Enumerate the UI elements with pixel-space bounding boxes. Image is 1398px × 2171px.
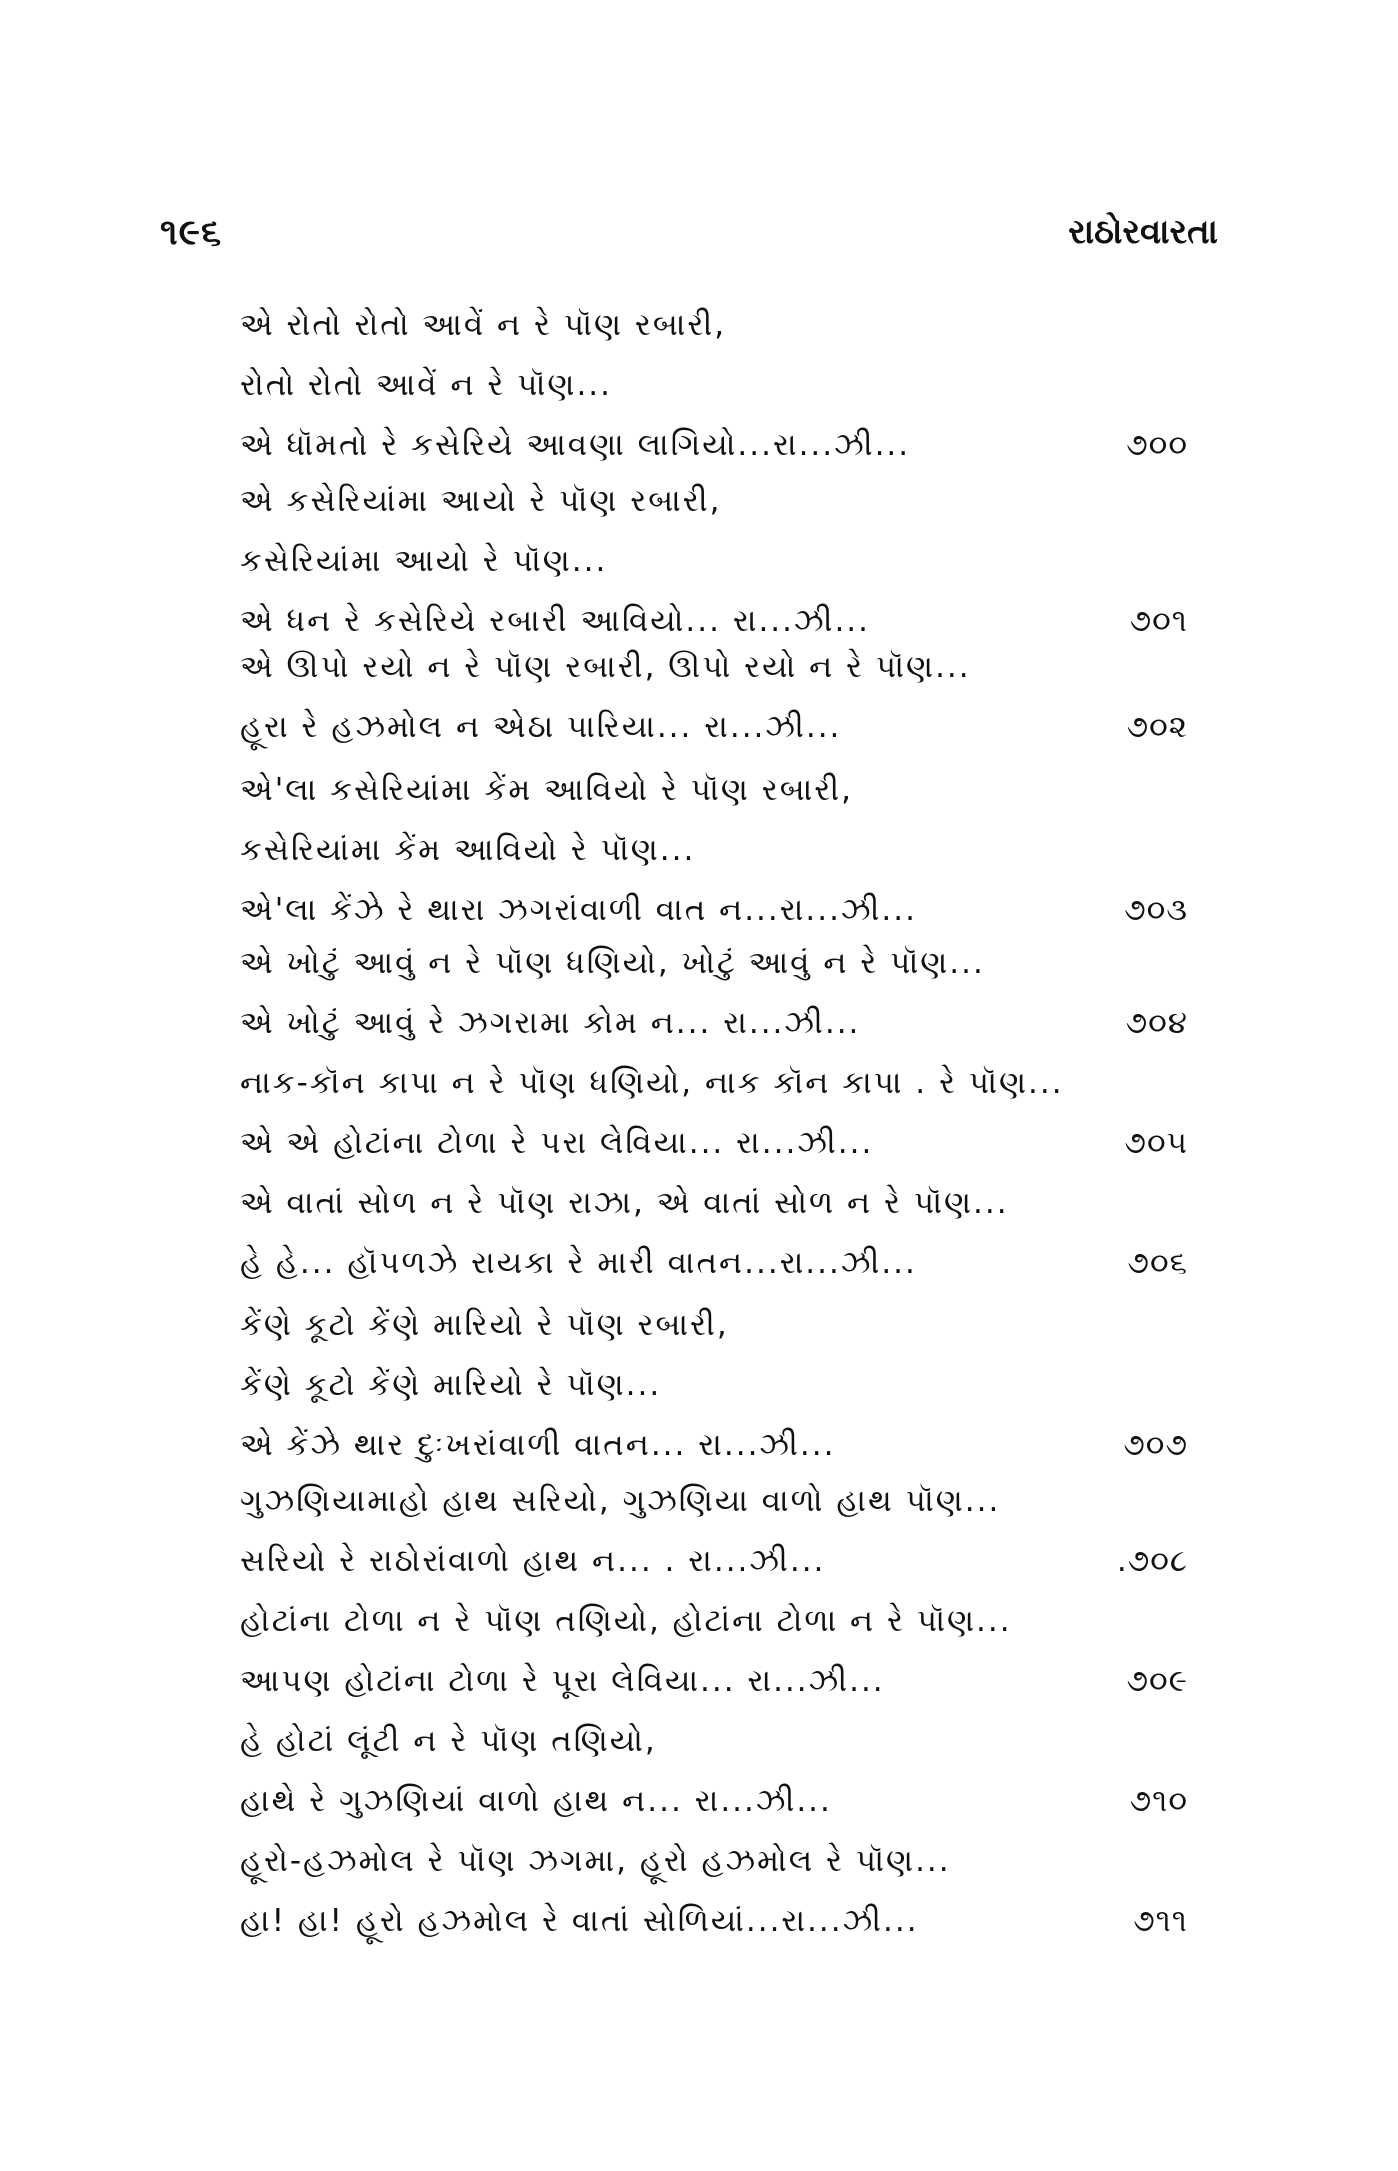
verse-line xyxy=(240,1295,1188,1355)
verse-line xyxy=(240,1651,1188,1711)
verse-line xyxy=(240,1591,1188,1651)
verse-line-text: એ ખોટું આવું ન રે પૉણ ધણિયો, ખોટું આવું ન રે પૉણ... xyxy=(240,945,985,981)
verse-line xyxy=(240,880,1188,940)
verse-line-text: નાક-કૉન કાપા ન રે પૉણ ધણિયો, નાક કૉન કાપા . રે પૉણ... xyxy=(240,1065,1064,1101)
stanza xyxy=(240,1173,1188,1293)
verse-line xyxy=(240,1233,1188,1293)
verse-line xyxy=(240,993,1188,1053)
verse-line xyxy=(240,637,1188,697)
running-title: રાઠોરવારતા xyxy=(1068,212,1218,252)
verse-number: ૭૧૧ xyxy=(1133,1903,1188,1939)
verse-line-text: એ'લા કેંઝે રે થારા ઝગરાંવાળી વાત ન...રા...ઝી... xyxy=(240,892,917,928)
verse-line xyxy=(240,1113,1188,1173)
verse-line-text: કેંણે કૂટો કેંણે મારિયો રે પૉણ રબારી, xyxy=(240,1307,729,1343)
verse-line-text: એ રોતો રોતો આવેં ન રે પૉણ રબારી, xyxy=(240,307,727,343)
verse-number: ૭૦૫ xyxy=(1124,1125,1188,1161)
verse-line-text: હે હોટાં લૂંટી ન રે પૉણ તણિયો, xyxy=(240,1723,657,1759)
verse-line-text: હે હે... હૉપળઝે રાયકા રે મારી વાતન...રા...ઝી... xyxy=(240,1245,917,1281)
stanza xyxy=(240,1711,1188,1831)
verse-line-text: કેંણે કૂટો કેંણે મારિયો રે પૉણ... xyxy=(240,1367,662,1403)
verse-line xyxy=(240,1711,1188,1771)
verse-number: ૭૦૦ xyxy=(1126,427,1188,463)
verse-line xyxy=(240,355,1188,415)
verse-line-text: ગુઝણિયામાહો હાથ સરિયો, ગુઝણિયા વાળો હાથ પૉણ... xyxy=(240,1483,1001,1519)
stanza xyxy=(240,637,1188,757)
verse-line-text: એ'લા કસેરિયાંમા કેંમ આવિયો રે પૉણ રબારી, xyxy=(240,772,853,808)
verse-line xyxy=(240,471,1188,531)
verse-line xyxy=(240,1531,1188,1591)
verse-line-text: એ એ હોટાંના ટોળા રે પરા લેવિયા... રા...ઝી... xyxy=(240,1125,874,1161)
verse-line xyxy=(240,1415,1188,1475)
verse-line-text: હાથે રે ગુઝણિયાં વાળો હાથ ન... રા...ઝી... xyxy=(240,1783,832,1819)
verse-line xyxy=(240,295,1188,355)
verse-number: ૭૦૬ xyxy=(1127,1245,1188,1281)
verse-line xyxy=(240,415,1188,475)
verse-number: ૭૧૦ xyxy=(1129,1783,1188,1819)
verse-line xyxy=(240,697,1188,757)
verse-line-text: એ કેંઝે થાર દુઃખરાંવાળી વાતન... રા...ઝી... xyxy=(240,1427,836,1463)
verse-number: ૭૦૭ xyxy=(1123,1427,1188,1463)
stanza xyxy=(240,471,1188,651)
verse-line-text: એ કસેરિયાંમા આયો રે પૉણ રબારી, xyxy=(240,483,722,519)
verse-line xyxy=(240,933,1188,993)
stanza xyxy=(240,760,1188,940)
verse-number: ૭૦૨ xyxy=(1126,709,1188,745)
stanza xyxy=(240,1053,1188,1173)
verse-line xyxy=(240,760,1188,820)
verse-line-text: આપણ હોટાંના ટોળા રે પૂરા લેવિયા... રા...ઝી... xyxy=(240,1663,885,1699)
verse-line-text: એ ખોટું આવું રે ઝગરામા કોમ ન... રા...ઝી... xyxy=(240,1005,861,1041)
verse-line xyxy=(240,1355,1188,1415)
page-number: ૧૯૬ xyxy=(160,212,223,253)
verse-line xyxy=(240,1173,1188,1233)
verse-number: ૭૦૯ xyxy=(1126,1663,1188,1699)
verse-line-text: એ ધન રે કસેરિયે રબારી આવિયો... રા...ઝી... xyxy=(240,603,871,639)
stanza xyxy=(240,295,1188,475)
verse-line-text: કસેરિયાંમા આયો રે પૉણ... xyxy=(240,543,608,579)
stanza xyxy=(240,933,1188,1053)
verse-line xyxy=(240,820,1188,880)
verse-line xyxy=(240,531,1188,591)
stanza xyxy=(240,1591,1188,1711)
verse-line-text: હોટાંના ટોળા ન રે પૉણ તણિયો, હોટાંના ટોળા ન રે પૉણ... xyxy=(240,1603,1012,1639)
verse-line xyxy=(240,1471,1188,1531)
page-header xyxy=(160,212,1218,262)
verse-line-text: એ ધૉમતો રે કસેરિયે આવણા લાગિયો...રા...ઝી... xyxy=(240,427,911,463)
verse-line-text: એ વાતાં સોળ ન રે પૉણ રાઝા, એ વાતાં સોળ ન રે પૉણ... xyxy=(240,1185,1009,1221)
stanza xyxy=(240,1295,1188,1475)
verse-line xyxy=(240,1891,1188,1951)
verse-line-text: કસેરિયાંમા કેંમ આવિયો રે પૉણ... xyxy=(240,832,696,868)
verse-line-text: સરિયો રે રાઠોરાંવાળો હાથ ન... . રા...ઝી... xyxy=(240,1543,826,1579)
stanza xyxy=(240,1831,1188,1951)
verse-line xyxy=(240,1771,1188,1831)
verse-line xyxy=(240,1831,1188,1891)
verse-number: ૭૦૪ xyxy=(1125,1005,1188,1041)
stanza xyxy=(240,1471,1188,1591)
verse-number: ૭૦૧ xyxy=(1129,603,1188,639)
verse-line-text: હૂરા રે હઝમોલ ન એઠા પારિયા... રા...ઝી... xyxy=(240,709,842,745)
verse-line-text: હૂરો-હઝમોલ રે પૉણ ઝગમા, હૂરો હઝમોલ રે પૉણ... xyxy=(240,1843,951,1879)
verse-line-text: હા! હા! હૂરો હઝમોલ રે વાતાં સોળિયાં...રા...ઝી... xyxy=(240,1903,919,1939)
verse-line xyxy=(240,1053,1188,1113)
verse-number: .૭૦૮ xyxy=(1116,1543,1188,1579)
verse-number: ૭૦૩ xyxy=(1124,892,1188,928)
verse-line-text: રોતો રોતો આવેં ન રે પૉણ... xyxy=(240,367,613,403)
verse-line-text: એ ઊપો રયો ન રે પૉણ રબારી, ઊપો રયો ન રે પૉણ... xyxy=(240,649,971,685)
